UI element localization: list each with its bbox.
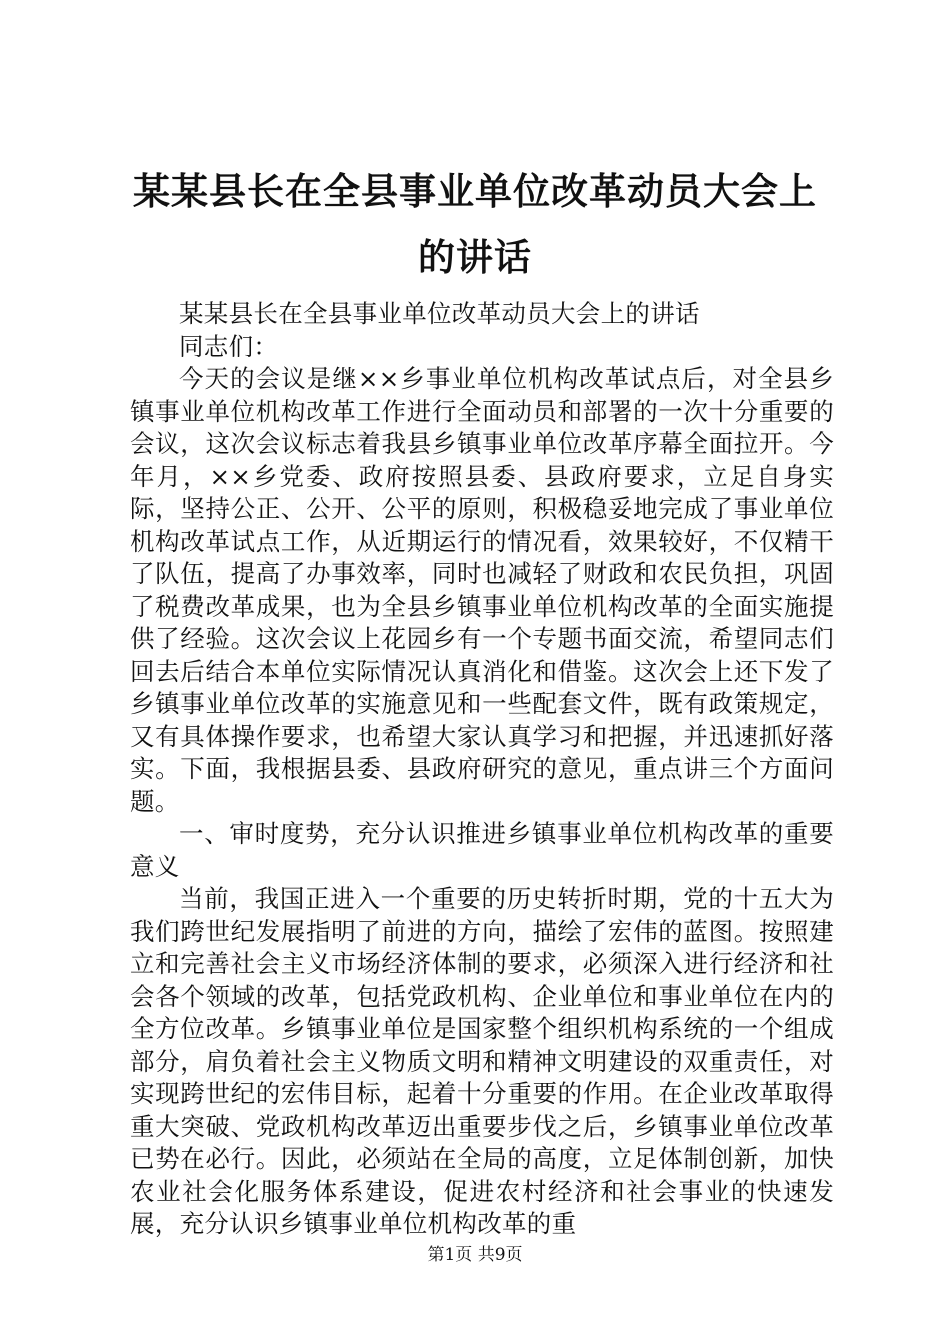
paragraph-section-1: 当前，我国正进入一个重要的历史转折时期，党的十五大为我们跨世纪发展指明了前进的方向，描绘了宏伟的蓝图。按照建立和完善社会主义市场经济体制的要求，必须深入进行经济和社会各个领域的改革，包括党政机构、企业单位和事业单位在内的全方位改革。乡镇事业单位是国家整个组织机构系统的一个组成部分，肩负着社会主义物质文明和精神文明建设的双重责任，对实现跨世纪的宏伟目标，起着十分重要的作用。在企业改革取得重大突破、党政机构改革迈出重要步伐之后，乡镇事业单位改革已势在必行。因此，必须站在全局的高度，立足体制创新，加快农业社会化服务体系建设，促进农村经济和社会事业的快速发展，充分认识乡镇事业单位机构改革的重 bbox=[130, 884, 834, 1238]
paragraph-salutation: 同志们： bbox=[179, 331, 279, 361]
document-title: 某某县长在全县事业单位改革动员大会上的讲话 bbox=[133, 169, 817, 279]
page-footer: 第1页 共9页 bbox=[427, 1245, 523, 1265]
paragraph-intro: 今天的会议是继××乡事业单位机构改革试点后，对全县乡镇事业单位机构改革工作进行全面动员和部署的一次十分重要的会议，这次会议标志着我县乡镇事业单位改革序幕全面拉开。今年月，××乡党委、政府按照县委、县政府要求，立足自身实际，坚持公正、公开、公平的原则，积极稳妥地完成了事业单位机构改革试点工作，从近期运行的情况看，效果较好，不仅精干了队伍，提高了办事效率，同时也减轻了财政和农民负担，巩固了税费改革成果，也为全县乡镇事业单位机构改革的全面实施提供了经验。这次会议上花园乡有一个专题书面交流，希望同志们回去后结合本单位实际情况认真消化和借鉴。这次会上还下发了乡镇事业单位改革的实施意见和一些配套文件，既有政策规定，又有具体操作要求，也希望大家认真学习和把握，并迅速抓好落实。下面，我根据县委、县政府研究的意见，重点讲三个方面问题。 bbox=[130, 364, 834, 816]
section-heading-1: 一、审时度势，充分认识推进乡镇事业单位机构改革的重要意义 bbox=[130, 819, 834, 881]
document-body bbox=[130, 298, 834, 1241]
paragraph-heading-repeat: 某某县长在全县事业单位改革动员大会上的讲话 bbox=[179, 299, 700, 328]
